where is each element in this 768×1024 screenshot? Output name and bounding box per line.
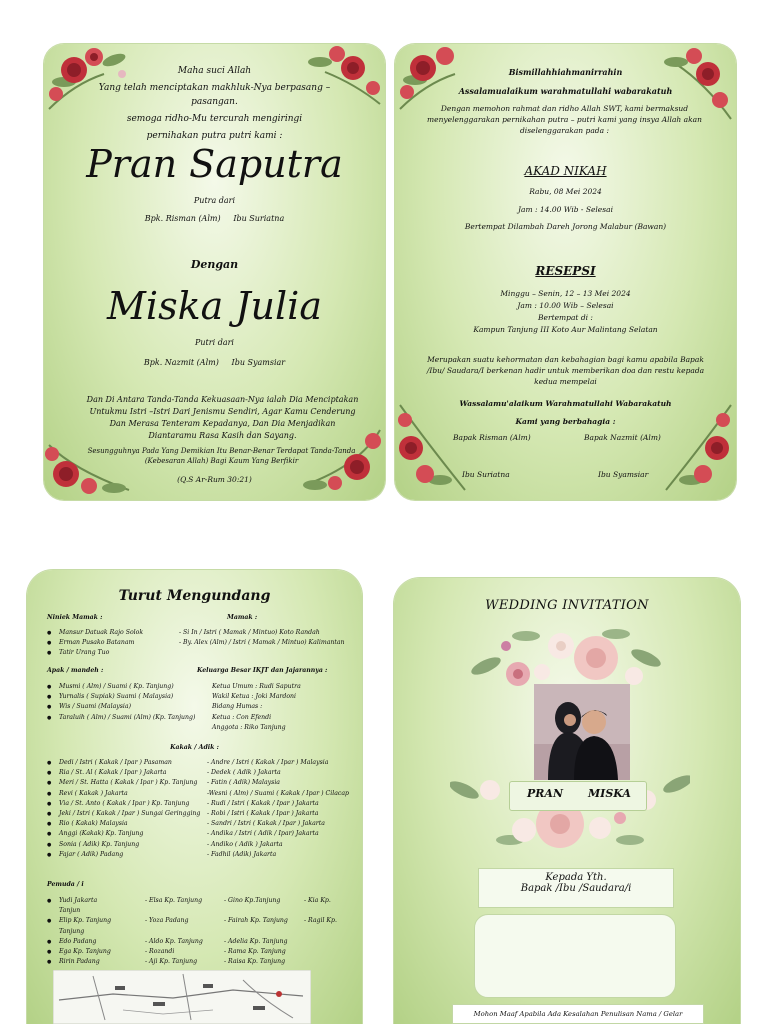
list-item: - Fadhil (Adik) Jakarta: [207, 850, 277, 858]
kakak-adik-heading: Kakak / Adik :: [170, 744, 219, 751]
bullet-icon: ●: [47, 898, 52, 904]
list-item: - Dedek ( Adik ) Jakarta: [207, 769, 281, 777]
table-cell: Yudi Jakarta: [59, 897, 98, 904]
bullet-icon: ●: [47, 918, 52, 925]
invitation-intro: Dengan memohon rahmat dan ridho Allah SWT, kami bermaksud menyelenggarakan pernikahan putra – putri kami yang insya Allah akan diselenggarakan pada :: [427, 104, 702, 135]
keluarga-besar-list: [212, 682, 342, 733]
card-event-details: [395, 44, 736, 500]
verse-source: (Q.S Ar-Rum 30:21): [177, 475, 252, 484]
table-cell: - Kia Kp.: [304, 897, 331, 904]
keluarga-besar-heading: Keluarga Besar IKJT dan Jajarannya :: [197, 667, 328, 674]
list-item: - By. Alex (Alm) / Istri ( Mamak / Mintuo) Kalimantan: [179, 639, 345, 647]
resepsi-time: Jam : 10.00 Wib – Selesai: [517, 301, 614, 310]
kakak-adik-list-right: [207, 758, 357, 860]
bullet-icon: ●: [47, 948, 52, 955]
list-item: ● Via / St. Anto ( Kakak / Ipar ) Kp. Tanjung: [47, 799, 219, 809]
list-item: ● Erman Pusako Batanam: [47, 638, 197, 648]
list-item: ● Sonia ( Adik) Kp. Tanjung: [47, 840, 219, 850]
card-envelope-front: [394, 578, 740, 1024]
table-cell: Ririn Padang: [59, 958, 100, 966]
opening-line-1: Maha suci Allah: [177, 66, 252, 76]
list-item: ● Revi ( Kakak ) Jakarta: [47, 789, 219, 799]
list-item: Wakil Ketua : Joki Mardoni: [212, 693, 297, 701]
niniek-mamak-heading: Niniek Mamak :: [47, 614, 103, 621]
apak-mandeh-heading: Apak / mandeh :: [47, 667, 104, 674]
list-item: - Rudi / Istri ( Kakak / Ipar ) Jakarta: [207, 799, 319, 807]
ribbon-groom-name: PRAN: [527, 787, 564, 800]
table-cell: Edo Padang: [59, 937, 97, 945]
opening-line-2: Yang telah menciptakan makhluk-Nya berpasang – pasangan.: [98, 83, 331, 107]
ribbon-bride-name: MISKA: [588, 787, 631, 800]
table-cell: - Raisa Kp. Tanjung: [224, 958, 286, 966]
apak-mandeh-list: [47, 682, 202, 723]
resepsi-title: RESEPSI: [535, 264, 596, 278]
opening-line-4: pernihakan putra putri kami :: [146, 131, 283, 141]
addressee-box: [478, 868, 674, 908]
table-cell: - Adelia Kp. Tanjung: [224, 937, 288, 945]
list-item: ● Tatir Urang Tuo: [47, 648, 197, 658]
bismillah: Bismillahhiahmanirrahin: [508, 67, 623, 77]
table-cell: - Rozandi: [145, 947, 175, 955]
list-item: ● Anggi (Kakak) Kp. Tanjung: [47, 829, 219, 839]
list-item: - Andika / Istri ( Adik / Ipar) Jakarta: [207, 830, 319, 838]
bride-child-of: Putri dari: [195, 338, 234, 347]
table-cell: - Aldo Kp. Tanjung: [145, 937, 203, 945]
card-turut-mengundang: [27, 570, 362, 1024]
list-item: Ketua Umum : Rudi Saputra: [212, 683, 301, 690]
addressee-line-1: Kepada Yth.: [545, 872, 607, 883]
list-item: Ketua : Con Efendi: [212, 713, 272, 721]
list-item: ● Dedi / Istri ( Kakak / Ipar ) Pasaman: [47, 758, 219, 768]
table-cell: - Yoza Padang: [145, 917, 189, 925]
list-item: - Sandri / Istri ( Kakak / Ipar ) Jakarta: [207, 820, 325, 828]
list-item: ● Ria / St. Al ( Kakak / Ipar ) Jakarta: [47, 768, 219, 778]
family-greeting: Kami yang berbahagia :: [515, 417, 616, 426]
with-label: Dengan: [190, 258, 239, 271]
groom-name: Pran Saputra: [86, 142, 343, 186]
list-item: - Andiko ( Adik ) Jakarta: [207, 840, 283, 848]
list-item: -Wesni ( Alm) / Suami ( Kakak / Ipar ) Cilacap: [207, 789, 350, 797]
table-cell: - Aji Kp. Tanjung: [145, 958, 198, 966]
list-item: ● Taraluih ( Alm) / Suami (Alm) (Kp. Tanjung): [47, 713, 202, 723]
bullet-icon: ●: [47, 938, 52, 945]
opening-line-3: semoga ridho-Mu tercurah mengiringi: [126, 114, 303, 124]
quran-verse: Dan Di Antara Tanda-Tanda Kekuasaan-Nya ialah Dia Menciptakan Untukmu Istri –Istri Dari Jenismu Sendiri, Agar Kamu Cenderung Dan Merasa Tenteram Kepadanya, Dan Dia Menjadikan Diantaramu Rasa Kasih dan Sayang.: [86, 395, 359, 440]
table-cell: - Fairah Kp. Tanjung: [224, 917, 288, 925]
parent-father-groom: Bapak Risman (Alm): [453, 433, 531, 442]
table-cell: Tanjun: [59, 907, 81, 915]
akad-time: Jam : 14.00 Wib - Selesai: [518, 205, 613, 214]
table-row: [47, 937, 347, 947]
honor-text: Merupakan suatu kehormatan dan kebahagian bagi kamu apabila Bapak /Ibu/ Saudara/I berkenan hadir untuk memberikan doa dan restu kepada kedua mempelai: [426, 355, 705, 386]
bullet-icon: ●: [47, 959, 52, 966]
mamak-list: [179, 628, 361, 648]
pemuda-list: [47, 896, 347, 967]
invitees-title: Turut Mengundang: [118, 588, 271, 604]
parent-father-bride: Bapak Nazmit (Alm): [584, 433, 661, 442]
salam-opening: Assalamualaikum warahmatullahi wabarakatuh: [458, 86, 673, 96]
bride-name: Miska Julia: [107, 284, 322, 328]
table-cell: Tanjung: [59, 927, 85, 935]
list-item: ● Yurnalis ( Supiak) Suami ( Malaysia): [47, 692, 202, 702]
table-row: [47, 927, 347, 937]
list-item: ● Mansur Datuak Rajo Solok: [47, 628, 197, 638]
list-item: ● Wis / Suami (Malaysia): [47, 702, 202, 712]
table-cell: Ega Kp. Tanjung: [59, 947, 111, 955]
table-row: [47, 957, 347, 967]
couple-photo: [534, 684, 630, 780]
niniek-mamak-list: [47, 628, 197, 659]
table-cell: - Rama Kp. Tanjung: [224, 947, 286, 955]
card-cover-names: [44, 44, 385, 500]
bride-parents: Bpk. Nazmit (Alm) Ibu Syamsiar: [143, 358, 286, 367]
addressee-line-2: Bapak /Ibu /Saudara/i: [520, 883, 632, 894]
list-item: Bidang Humas :: [212, 703, 263, 711]
list-item: - Andre / Istri ( Kakak / Ipar ) Malaysia: [207, 759, 329, 766]
list-item: ● Fajar ( Adik) Padang: [47, 850, 219, 860]
table-row: [47, 916, 347, 926]
groom-parents: Bpk. Risman (Alm) Ibu Suriatna: [144, 214, 285, 223]
list-item: - Si In / Istri ( Mamak / Mintuo) Koto Randah: [179, 629, 320, 636]
akad-date: Rabu, 08 Mei 2024: [529, 187, 602, 196]
list-item: ● Meri / St. Hatta ( Kakak / Ipar ) Kp. Tanjung: [47, 778, 219, 788]
list-item: - Robi / Istri ( Kakak / Ipar ) Jakarta: [207, 810, 319, 818]
resepsi-date: Minggu – Senin, 12 – 13 Mei 2024: [500, 289, 631, 298]
pemuda-heading: Pemuda / i: [47, 881, 84, 888]
groom-child-of: Putra dari: [193, 196, 236, 205]
rose-cluster-bottom-right: [661, 400, 736, 500]
recipient-name-field[interactable]: [474, 914, 676, 998]
wassalam-closing: Wassalamu'alaikum Warahmatullahi Wabarakatuh: [459, 399, 672, 408]
kakak-adik-list-left: [47, 758, 219, 860]
parent-mother-groom: Ibu Suriatna: [462, 470, 510, 479]
resepsi-place: Kampun Tanjung III Koto Aur Malintang Selatan: [473, 325, 658, 334]
akad-place: Bertempat Dilambah Dareh Jorong Malabur (Bawan): [464, 222, 667, 231]
quran-verse-continued: Sesungguhnya Pada Yang Demikian Itu Benar-Benar Terdapat Tanda-Tanda (Kebesaran Allah) Bagi Kaum Yang Berfikir: [87, 447, 356, 465]
table-row: [47, 947, 347, 957]
list-item: ● Rio ( Kakak) Malaysia: [47, 819, 219, 829]
resepsi-venue-label: Bertempat di :: [538, 313, 593, 322]
rose-cluster-bottom-left: [395, 400, 470, 500]
table-row: [47, 896, 347, 906]
table-cell: - Ragil Kp.: [304, 917, 337, 925]
parent-mother-bride: Ibu Syamsiar: [598, 470, 649, 479]
akad-title: AKAD NIKAH: [524, 164, 607, 178]
name-apology-note: Mohon Maaf Apabila Ada Kesalahan Penulisan Nama / Gelar: [452, 1004, 704, 1024]
list-item: ● Jeki / Istri ( Kakak / Ipar ) Sungai Geringging: [47, 809, 219, 819]
table-cell: Elip Kp. Tanjung: [59, 917, 112, 925]
location-map-image: [53, 970, 311, 1024]
wedding-invitation-title: WEDDING INVITATION: [485, 598, 649, 613]
table-cell: - Elsa Kp. Tanjung: [145, 897, 203, 904]
mamak-heading: Mamak :: [227, 614, 258, 621]
table-row: [47, 906, 347, 916]
list-item: ● Musmi ( Alm) / Suami ( Kp. Tanjung): [47, 682, 202, 692]
list-item: Anggota : Riko Tanjung: [212, 723, 286, 731]
table-cell: - Gino Kp.Tanjung: [224, 897, 281, 904]
list-item: - Fatin ( Adik) Malaysia: [207, 779, 280, 787]
